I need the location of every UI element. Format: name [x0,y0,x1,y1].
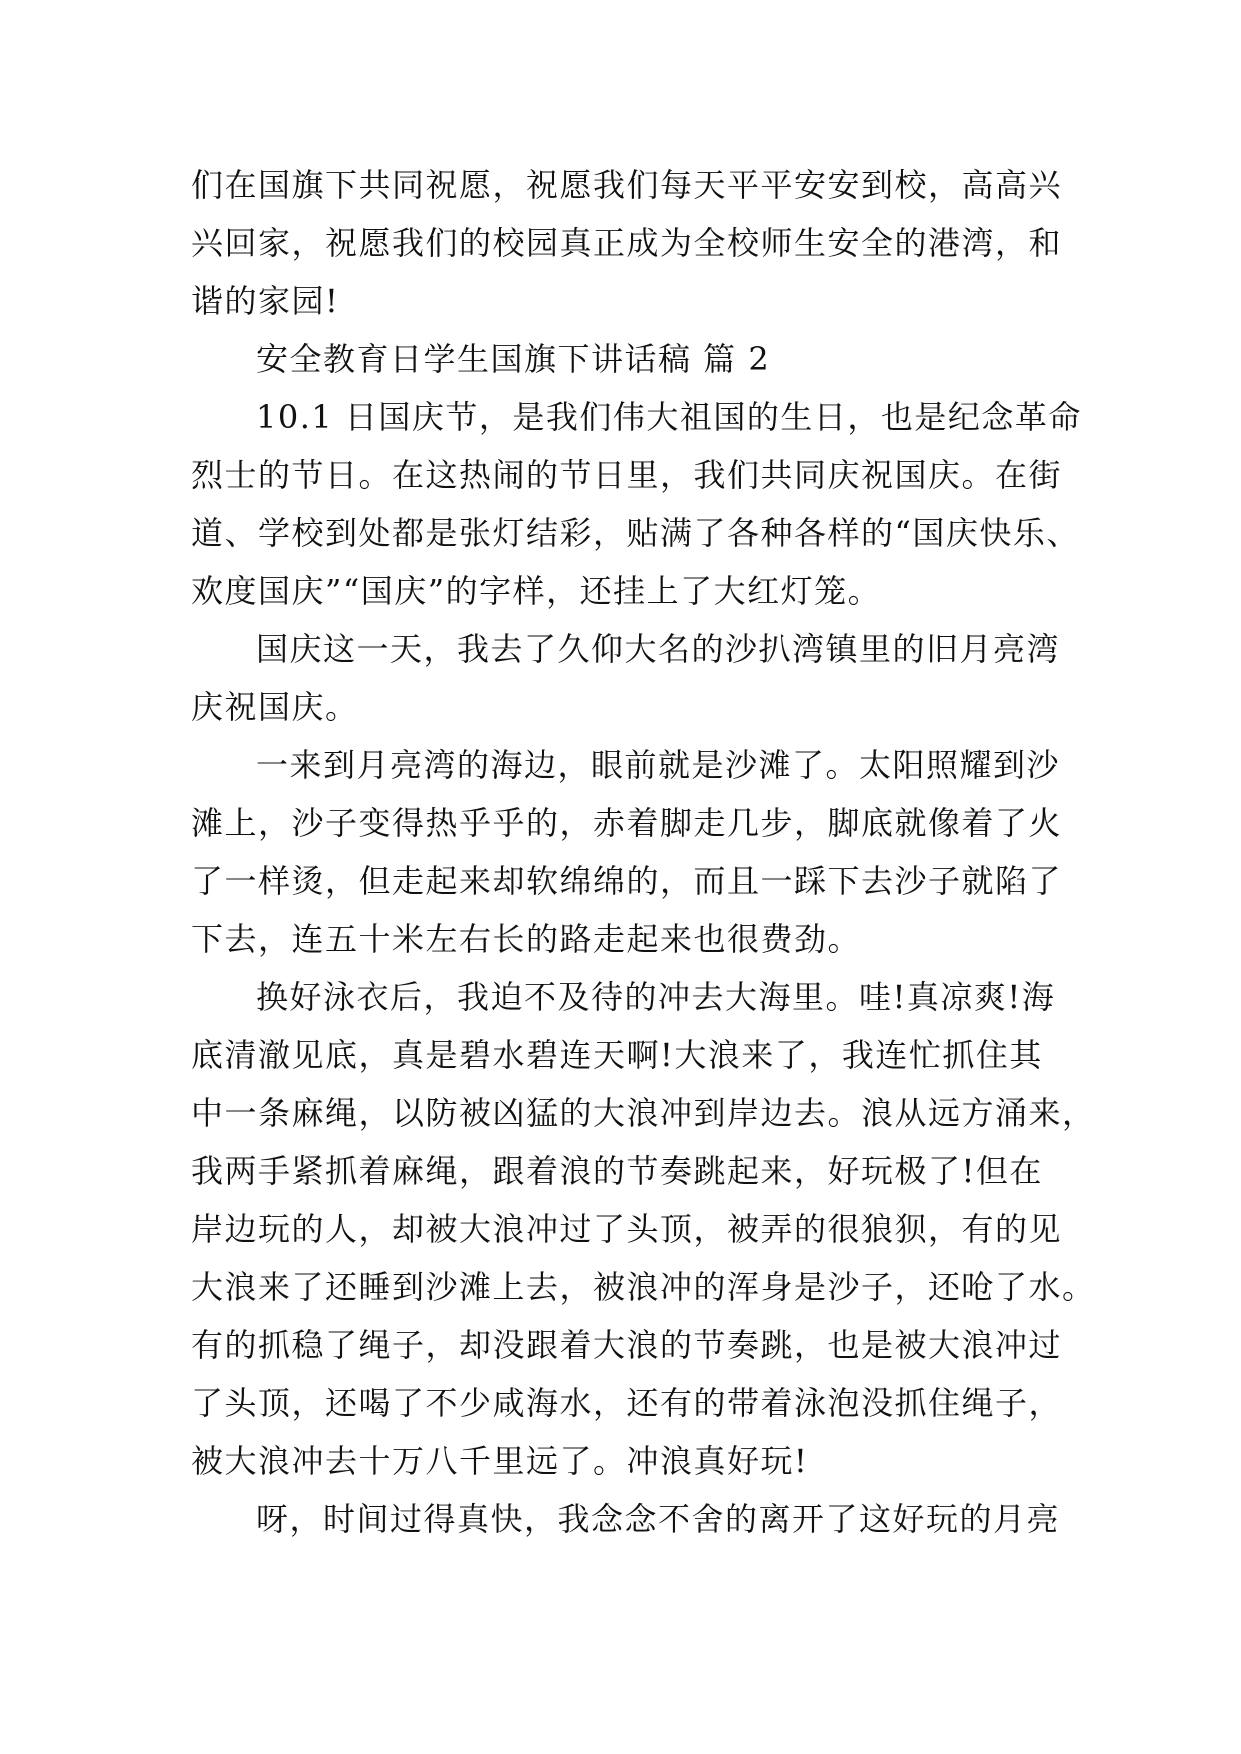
text-line: 中一条麻绳，以防被凶猛的大浪冲到岸边去。浪从远方涌来， [191,1094,1096,1132]
text-line: 烈士的节日。在这热闹的节日里，我们共同庆祝国庆。在街 [191,456,1063,494]
text-line: 我两手紧抓着麻绳，跟着浪的节奏跳起来，好玩极了!但在 [191,1152,1043,1190]
text-line: 兴回家，祝愿我们的校园真正成为全校师生安全的港湾，和 [191,224,1063,262]
text-line: 了头顶，还喝了不少咸海水，还有的带着泳泡没抓住绳子， [191,1384,1063,1422]
text-line: 谐的家园! [191,282,340,320]
text-line: 有的抓稳了绳子，却没跟着大浪的节奏跳，也是被大浪冲过 [191,1326,1063,1364]
text-line: 下去，连五十米左右长的路走起来也很费劲。 [191,920,862,958]
text-line: 滩上，沙子变得热乎乎的，赤着脚走几步，脚底就像着了火 [191,804,1063,842]
section-heading: 安全教育日学生国旗下讲话稿 篇 2 [256,340,771,378]
text-line: 道、学校到处都是张灯结彩，贴满了各种各样的“国庆快乐、 [191,514,1080,552]
text-line: 国庆这一天，我去了久仰大名的沙扒湾镇里的旧月亮湾 [256,630,1061,668]
text-line: 岸边玩的人，却被大浪冲过了头顶，被弄的很狼狈，有的见 [191,1210,1063,1248]
text-line: 被大浪冲去十万八千里远了。冲浪真好玩! [191,1442,809,1480]
text-line: 底清澈见底，真是碧水碧连天啊!大浪来了，我连忙抓住其 [191,1036,1043,1074]
text-line: 欢度国庆”“国庆”的字样，还挂上了大红灯笼。 [191,572,882,610]
text-line: 10.1 日国庆节，是我们伟大祖国的生日，也是纪念革命 [256,398,1082,436]
text-line: 换好泳衣后，我迫不及待的冲去大海里。哇!真凉爽!海 [256,978,1056,1016]
text-line: 了一样烫，但走起来却软绵绵的，而且一踩下去沙子就陷了 [191,862,1063,900]
text-line: 一来到月亮湾的海边，眼前就是沙滩了。太阳照耀到沙 [256,746,1061,784]
text-line: 庆祝国庆。 [191,688,359,726]
text-line: 大浪来了还睡到沙滩上去，被浪冲的浑身是沙子，还呛了水。 [191,1268,1096,1306]
text-line: 们在国旗下共同祝愿，祝愿我们每天平平安安到校，高高兴 [191,166,1063,204]
text-line: 呀，时间过得真快，我念念不舍的离开了这好玩的月亮 [256,1500,1061,1538]
